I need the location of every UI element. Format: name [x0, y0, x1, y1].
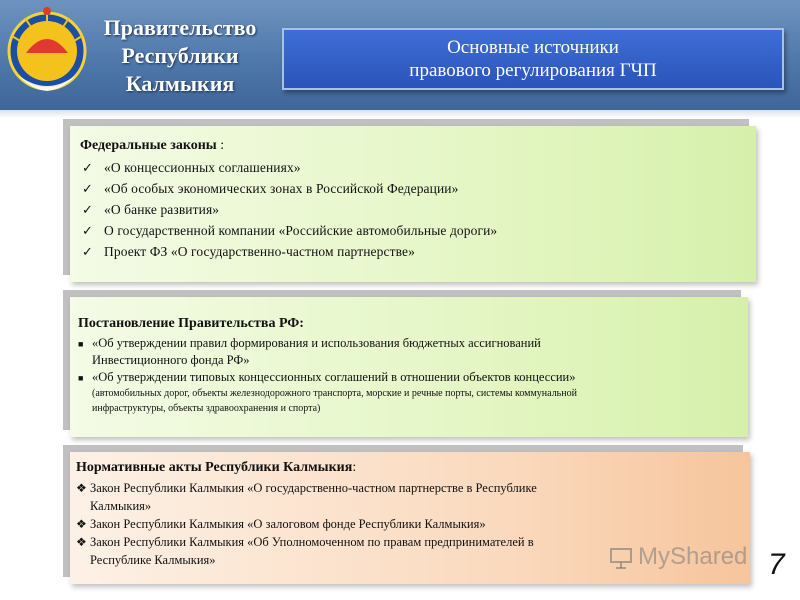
federal-laws-list — [80, 157, 746, 262]
slide-title-banner — [282, 28, 784, 90]
list-item: ❖ Закон Республики Калмыкия «О залоговом фонде Республики Калмыкия» — [76, 517, 486, 531]
list-item: ❖ Закон Республики Калмыкия «О государственно-частном партнерстве в Республике Калмыкия» — [76, 481, 537, 513]
diamond-bullet-icon: ❖ — [76, 517, 87, 531]
kalmykia-emblem-icon — [6, 5, 88, 103]
checkmark-icon: ✓ — [82, 181, 93, 196]
page-number: 7 — [768, 548, 785, 581]
federal-laws-panel — [70, 126, 756, 282]
organization-title-line-3: Калмыкия — [125, 71, 235, 96]
watermark-text: MyShared — [638, 543, 748, 570]
checkmark-icon: ✓ — [82, 202, 93, 217]
list-item: ✓ О государственной компании «Российские автомобильные дороги» — [80, 220, 746, 241]
square-bullet-icon: ■ — [78, 339, 84, 349]
government-resolution-list — [78, 335, 740, 386]
diamond-bullet-icon: ❖ — [76, 535, 87, 549]
slide-title-line-2: правового регулирования ГЧП — [409, 60, 657, 81]
concession-objects-note: (автомобильных дорог, объекты железнодорожного транспорта, морские и речные порты, системы коммунальной инфраструктуры, объекты здравоохранения и спорта) — [92, 388, 577, 414]
slide-title-line-1: Основные источники — [447, 37, 619, 58]
organization-title-line-2: Республики — [121, 43, 239, 68]
regional-acts-heading: Нормативные акты Республики Калмыкия: — [76, 460, 357, 475]
presentation-board-icon — [608, 545, 634, 571]
government-resolution-panel — [70, 297, 748, 437]
checkmark-icon: ✓ — [82, 160, 93, 175]
slide-header — [0, 0, 800, 110]
federal-laws-heading: Федеральные законы : — [80, 138, 225, 153]
list-item: ■ «Об утверждении типовых концессионных соглашений в отношении объектов концессии» — [78, 369, 740, 386]
header-divider — [0, 110, 800, 118]
government-resolution-heading: Постановление Правительства РФ: — [78, 316, 304, 331]
list-item: ❖ Закон Республики Калмыкия «Об Уполномоченном по правам предпринимателей в Республике Калмыкия» — [76, 535, 534, 567]
organization-title-line-1: Правительство — [103, 15, 257, 40]
checkmark-icon: ✓ — [82, 223, 93, 238]
diamond-bullet-icon: ❖ — [76, 481, 87, 495]
checkmark-icon: ✓ — [82, 244, 93, 259]
list-item: ✓ Проект ФЗ «О государственно-частном партнерстве» — [80, 241, 746, 262]
watermark — [608, 540, 768, 574]
list-item: ✓ «Об особых экономических зонах в Российской Федерации» — [80, 178, 746, 199]
square-bullet-icon: ■ — [78, 373, 84, 383]
list-item: ✓ «О концессионных соглашениях» — [80, 157, 746, 178]
list-item: ■ «Об утверждении правил формирования и использования бюджетных ассигнований Инвестиционного фонда РФ» — [78, 336, 541, 367]
list-item: ✓ «О банке развития» — [80, 199, 746, 220]
organization-title — [92, 14, 268, 98]
